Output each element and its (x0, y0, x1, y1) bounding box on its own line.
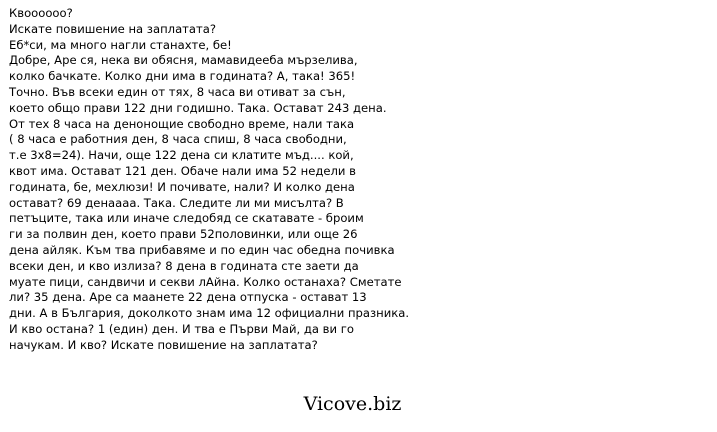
joke-line: Еб*си, ма много нагли станахте, бе! (9, 37, 232, 52)
joke-line: Квоооооо? (9, 6, 73, 20)
joke-line: ги за полвин ден, което прави 52половинки, или още 26 (9, 227, 358, 242)
joke-line: ли? 35 дена. Аре са маанете 22 дена отпуска - остават 13 (9, 290, 367, 305)
joke-line: ( 8 часа е работния ден, 8 часа спиш, 8 часа свободни, (9, 132, 347, 147)
joke-line: т.е 3х8=24). Начи, още 122 дена си клатите мъд.... кой, (9, 148, 354, 163)
joke-line: дена айляк. Към тва прибавяме и по един час обедна почивка (9, 242, 395, 257)
joke-line: колко бачкате. Колко дни има в годината? А, така! 365! (9, 69, 356, 84)
joke-line: муате пици, сандвичи и секви лАйна. Колко останаха? Сметате (9, 274, 402, 289)
joke-line: квот има. Остават 121 ден. Обаче нали има 52 недели в (9, 163, 356, 178)
joke-line: което общо прави 122 дни годишно. Така. Остават 243 дена. (9, 100, 387, 115)
site-watermark: Vicove.biz (303, 393, 402, 415)
joke-line: начукам. И кво? Искате повишение на заплатата? (9, 337, 318, 352)
joke-line: годината, бе, мехлюзи! И почивате, нали? И колко дена (9, 179, 355, 194)
joke-line: От тех 8 часа на денонощие свободно време, нали така (9, 116, 355, 131)
joke-line: И кво остана? 1 (един) ден. И тва е Първи Май, да ви го (9, 321, 354, 336)
joke-line: Добре, Аре ся, нека ви обясня, мамавидееба мързелива, (9, 53, 358, 68)
joke-line: Точно. Във всеки един от тях, 8 часа ви отиват за сън, (9, 84, 346, 99)
joke-line: остават? 69 денаааа. Така. Следите ли ми мисълта? В (9, 195, 344, 210)
joke-text (9, 6, 709, 354)
joke-line: петъците, така или иначе следобяд се скатавате - броим (9, 211, 364, 226)
joke-line: Искате повишение на заплатата? (9, 21, 217, 36)
joke-line: всеки ден, и кво излиза? 8 дена в годината сте заети да (9, 258, 359, 273)
joke-line: дни. А в България, доколкото знам има 12 официални празника. (9, 306, 410, 321)
